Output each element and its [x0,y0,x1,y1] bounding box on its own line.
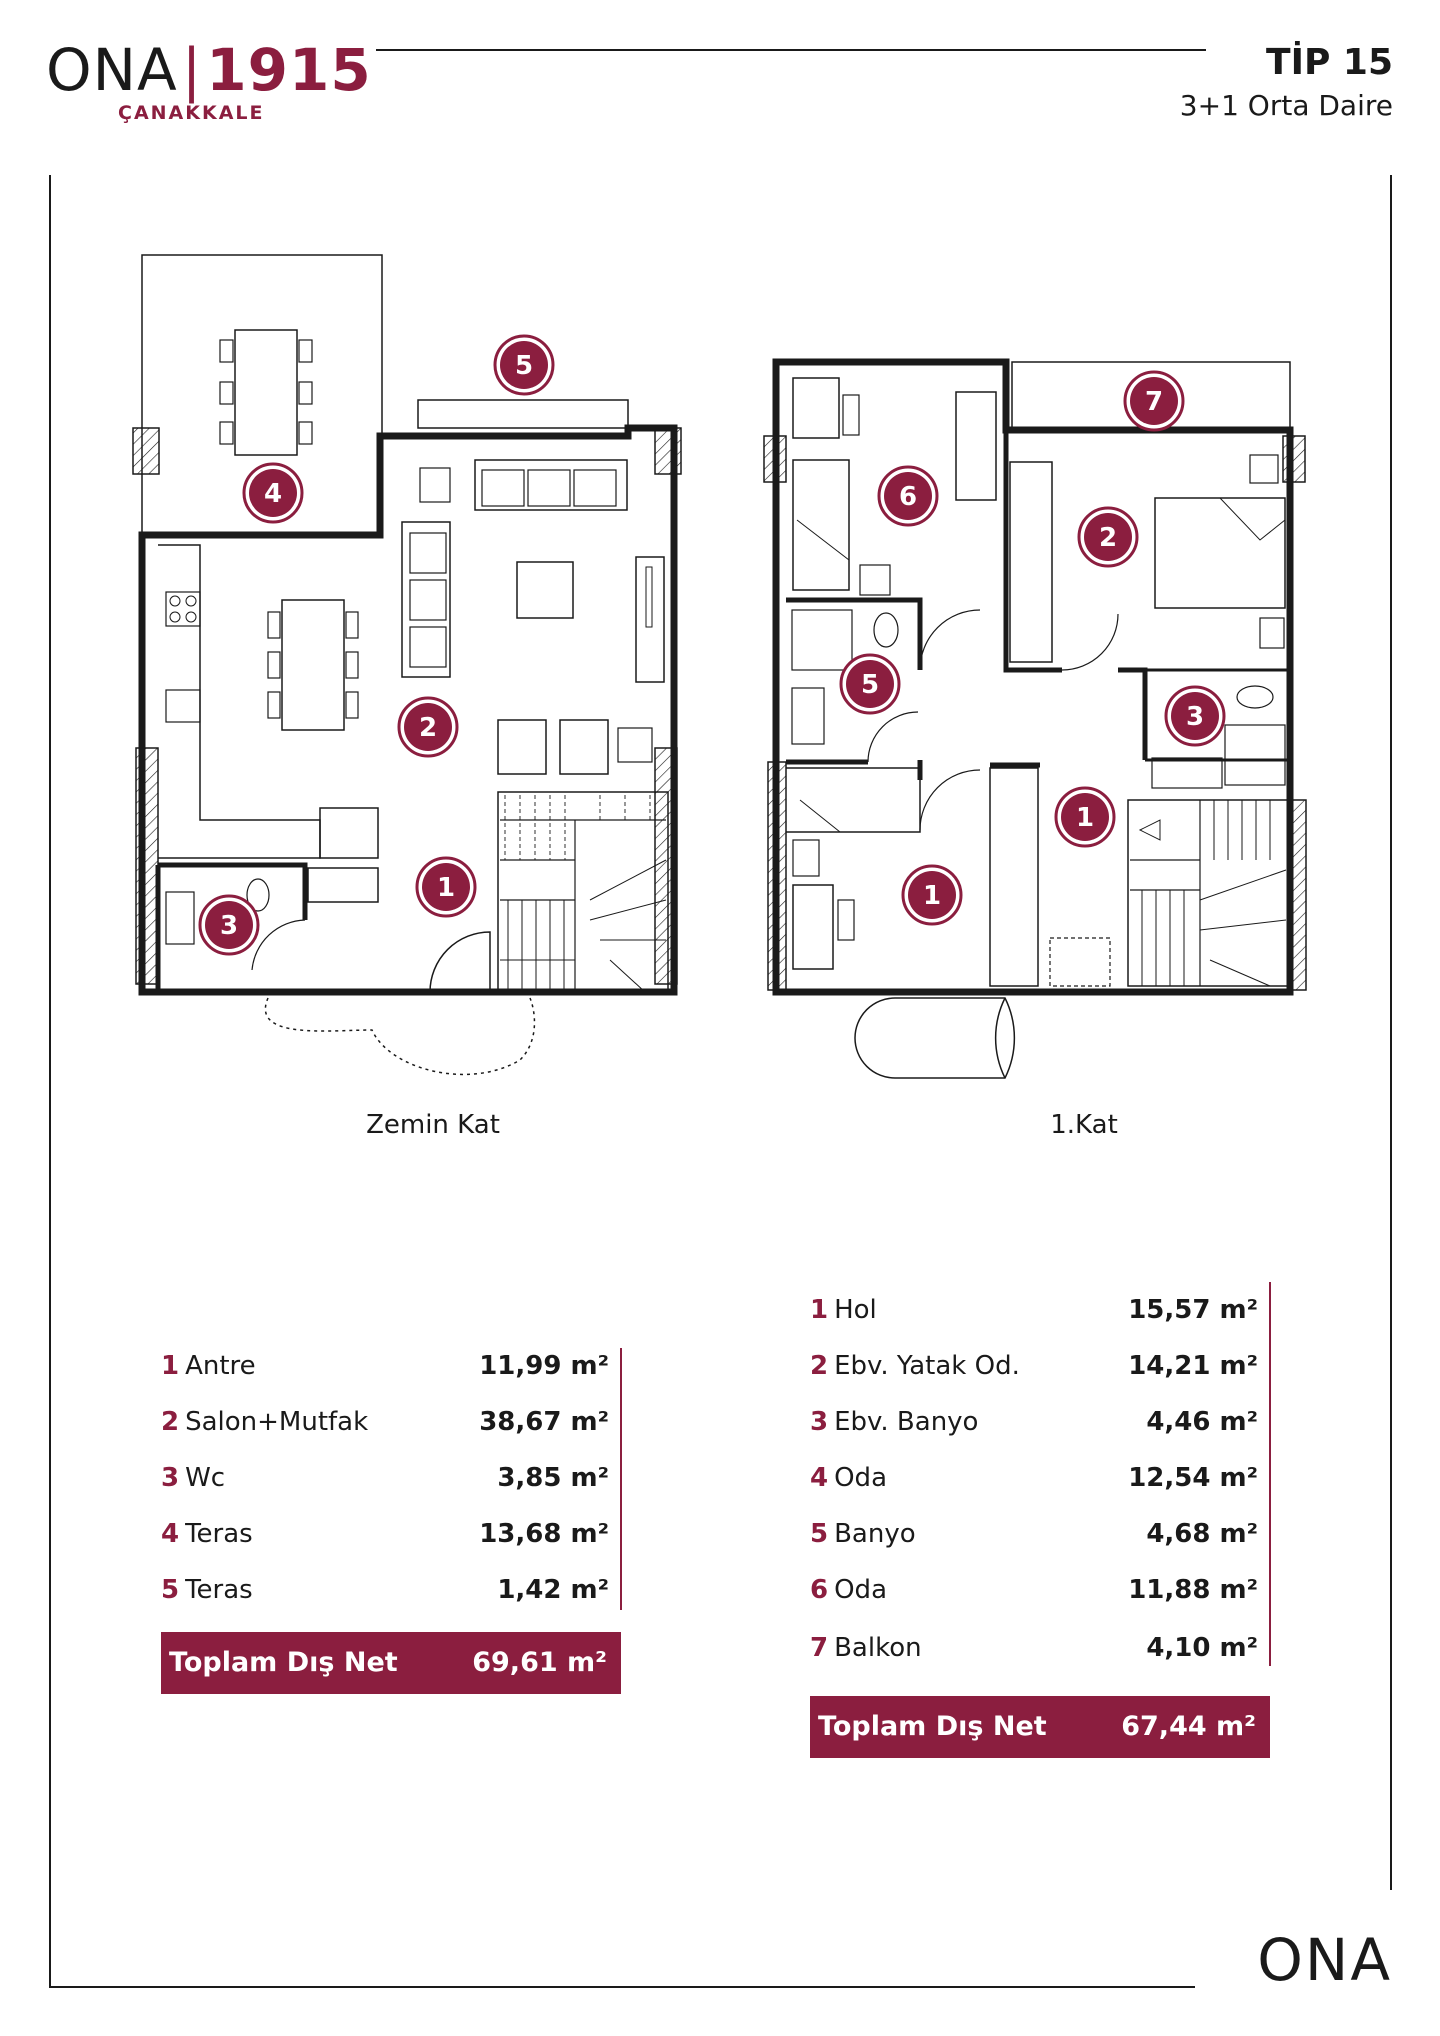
brand-city: ÇANAKKALE [118,102,265,124]
room-badge-ground-2 [399,698,457,756]
wall-hatch [136,748,158,984]
table-row: 2 Salon+Mutfak 38,67 m² [161,1407,609,1437]
bedroom-wall [1006,362,1062,670]
desk [793,378,839,438]
ground-floor-label: Zemin Kat [366,1110,500,1140]
first-floor-label: 1.Kat [1050,1110,1118,1140]
frame-bottom-rule [49,1986,1195,1988]
table-row: 1 Antre 11,99 m² [161,1351,609,1381]
total-value: 69,61 m² [472,1647,607,1678]
badge-label: 1 [922,881,942,911]
door-swing [920,610,980,670]
total-label: Toplam Dış Net [818,1711,1047,1742]
side-table [420,468,450,502]
wardrobe-long [1010,462,1052,662]
wardrobe [956,392,996,500]
armchair [498,720,546,774]
terrace-table [235,330,297,455]
plan-type-title: TİP 15 [1266,42,1393,83]
badge-label: 3 [219,911,239,941]
room-badge-ground-3 [200,896,258,954]
brand-name: ONA [46,36,178,104]
table-row: 4 Teras 13,68 m² [161,1519,609,1549]
table-row: 3 Ebv. Banyo 4,46 m² [810,1407,1258,1437]
first-total-row [810,1696,1270,1758]
badge-label: 4 [263,479,283,509]
ensuite-toilet [1237,686,1273,708]
bed-single [793,460,849,590]
wall-hatch [768,762,786,990]
brand-year: 1915 [206,36,372,104]
stairs [498,792,668,992]
badge-label: 2 [1098,523,1118,553]
badge-label: 3 [1185,702,1205,732]
column [655,428,681,474]
badge-label: 5 [860,670,880,700]
sofa-side [402,522,450,677]
table-accent-bar [620,1348,622,1610]
bed-room4 [786,768,920,832]
total-value: 67,44 m² [1121,1711,1256,1742]
badge-label: 6 [898,482,918,512]
table-accent-bar [1269,1282,1271,1666]
tv-unit [636,557,664,682]
brand-separator: | [181,36,203,104]
room-badge-first-2 [1079,508,1137,566]
room-badge-ground-4 [244,464,302,522]
column [1283,436,1305,482]
ensuite-sink [1152,758,1222,788]
dining-table [282,600,344,730]
table-row: 5 Banyo 4,68 m² [810,1519,1258,1549]
room-badge-first-1-hall [1056,788,1114,846]
kitchen-sink [166,690,200,722]
wall-hatch [655,748,677,984]
room-badge-first-6 [879,467,937,525]
stairs-upper [1128,800,1288,986]
plan-type-subtitle: 3+1 Orta Daire [1179,89,1393,122]
total-label: Toplam Dış Net [169,1647,398,1678]
column [764,436,786,482]
room-badge-ground-1 [417,858,475,916]
cooktop [166,592,200,626]
ground-total-row [161,1632,621,1694]
shower-tray [792,610,852,670]
entrance-door-swing [430,932,490,992]
room-badge-first-1-room [903,866,961,924]
desk-room4 [793,885,833,969]
badge-label: 1 [436,873,456,903]
exterior-path [265,998,534,1074]
badge-label: 1 [1075,803,1095,833]
wc-sink [166,892,194,944]
table-row: 4 Oda 12,54 m² [810,1463,1258,1493]
wall-hatch [1288,800,1306,990]
fridge [320,808,378,858]
room-badge-first-7 [1125,372,1183,430]
badge-label: 7 [1144,387,1164,417]
shaft [1050,938,1110,986]
sofa-back [475,460,627,510]
double-bed [1155,498,1285,608]
room-badge-first-5 [841,655,899,713]
table-row: 1 Hol 15,57 m² [810,1295,1258,1325]
toilet [874,613,898,647]
table-row: 2 Ebv. Yatak Od. 14,21 m² [810,1351,1258,1381]
terrace-5-outline [418,400,628,428]
table-row: 3 Wc 3,85 m² [161,1463,609,1493]
room-badge-first-3 [1166,687,1224,745]
wc-door-swing [252,920,305,970]
badge-label: 5 [514,351,534,381]
bay-window [855,998,1014,1078]
badge-label: 2 [418,713,438,743]
armchair [560,720,608,774]
room-badge-ground-5 [495,336,553,394]
bath-sink [792,688,824,744]
table-row: 7 Balkon 4,10 m² [810,1633,1258,1663]
table-row: 5 Teras 1,42 m² [161,1575,609,1605]
ensuite-shower [1225,725,1285,785]
hall-cabinet [990,768,1038,986]
footer-logo: ONA [1257,1926,1392,1994]
column [133,428,159,474]
coffee-table [517,562,573,618]
table-row: 6 Oda 11,88 m² [810,1575,1258,1605]
